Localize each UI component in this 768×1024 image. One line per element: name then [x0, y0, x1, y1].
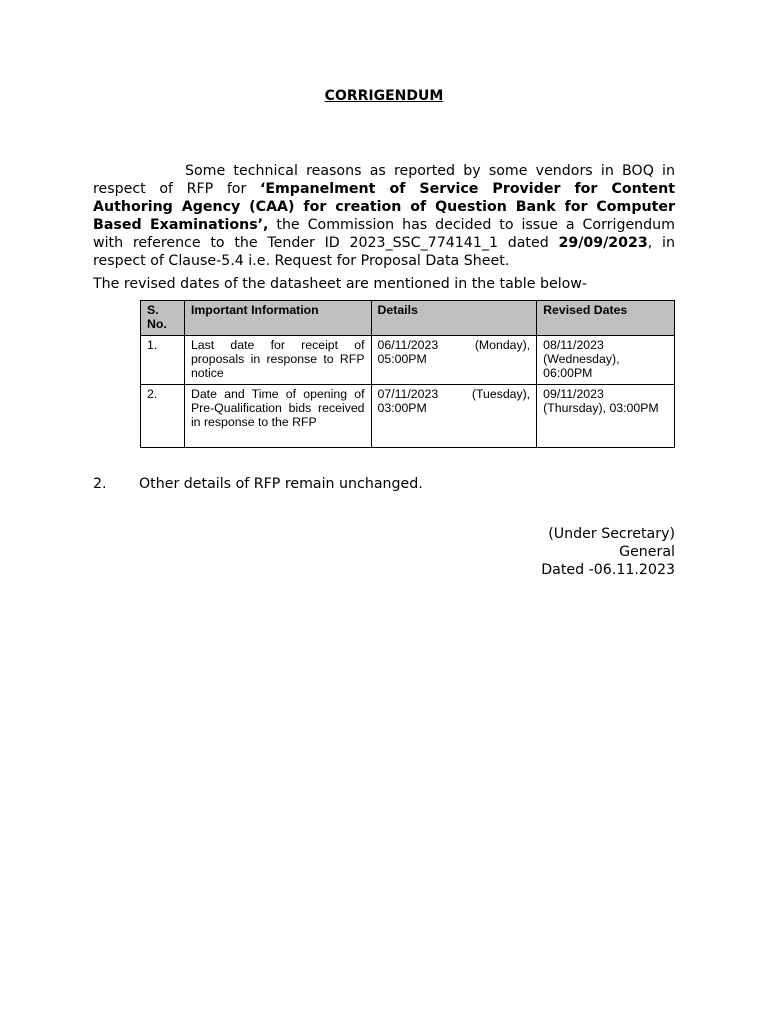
item-2-text: Other details of RFP remain unchanged.	[139, 476, 423, 492]
table-row	[141, 336, 675, 385]
header-details: Details	[371, 301, 537, 336]
cell-details: 06/11/2023 (Monday), 05:00PM	[371, 336, 537, 385]
tender-date: 29/09/2023	[558, 235, 648, 251]
table-header-row	[141, 301, 675, 336]
cell-s-no: 2.	[141, 385, 185, 448]
signature-designation: (Under Secretary)	[548, 526, 675, 542]
cell-revised-dates: 08/11/2023 (Wednesday), 06:00PM	[537, 336, 675, 385]
intro-paragraph	[93, 162, 675, 270]
signature-department: General	[619, 544, 675, 560]
intro-text-3: , in respect of Clause-5.4 i.e. Request for Proposal Data Sheet.	[93, 235, 675, 269]
revised-dates-intro: The revised dates of the datasheet are mentioned in the table below-	[93, 276, 588, 292]
intro-text-2: the Commission has decided to issue a Corrigendum with reference to the Tender ID 2023_SSC_774141_1 dated	[93, 217, 675, 251]
cell-important-information: Last date for receipt of proposals in response to RFP notice	[184, 336, 371, 385]
cell-revised-dates: 09/11/2023 (Thursday), 03:00PM	[537, 385, 675, 448]
table-row	[141, 385, 675, 448]
header-s-no: S. No.	[141, 301, 185, 336]
header-revised-dates: Revised Dates	[537, 301, 675, 336]
signature-date: Dated -06.11.2023	[541, 562, 675, 578]
revised-dates-table	[140, 300, 675, 448]
cell-details: 07/11/2023 (Tuesday), 03:00PM	[371, 385, 537, 448]
document-title: CORRIGENDUM	[324, 88, 444, 104]
cell-s-no: 1.	[141, 336, 185, 385]
intro-text-1: Some technical reasons as reported by some vendors in BOQ in respect of RFP for	[93, 163, 675, 197]
rfp-name: ‘Empanelment of Service Provider for Content Authoring Agency (CAA) for creation of Question Bank for Computer Based Examinations’,	[93, 181, 675, 233]
header-important-information: Important Information	[184, 301, 371, 336]
cell-important-information: Date and Time of opening of Pre-Qualification bids received in response to the RFP	[184, 385, 371, 448]
signature-block	[541, 525, 675, 579]
item-2-number: 2.	[93, 476, 107, 492]
item-2	[93, 475, 423, 493]
